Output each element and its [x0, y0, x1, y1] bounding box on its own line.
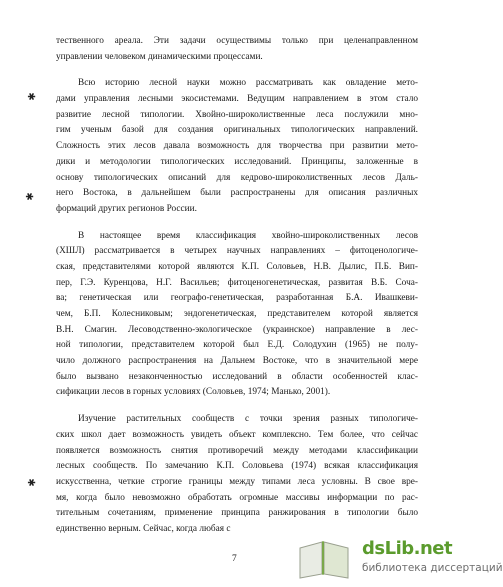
text-line: лесных сообществ. По замечанию К.П. Соловьева (1974) всякая классификация — [56, 461, 418, 472]
text-line: ной типологии, представителем которой был Е.Д. Солодухин (1965) не полу- — [56, 340, 418, 351]
text-line: было вызвано незаконченностью исследований в области особенностей клас- — [56, 371, 418, 382]
text-line: (ХШЛ) рассматривается в четырех научных направлениях – фитоценологиче- — [56, 246, 418, 257]
text-line: Сложность этих лесов давала возможность для творчества при развитии мето- — [56, 141, 418, 152]
text-line: ва; генетическая или географо-генетическая, разработанная Б.А. Ивашкеви- — [56, 293, 418, 304]
text-line: Изучение растительных сообществ с точки зрения разных типологиче- — [78, 414, 418, 425]
body-text — [56, 34, 418, 538]
text-line: развитие лесной типологии. Хвойно-широколиственные леса послужили мно- — [56, 109, 418, 120]
paragraph-gap — [56, 65, 418, 76]
text-line: В.Н. Смагин. Лесоводственно-экологическое (украинское) направление в лес- — [56, 324, 418, 335]
margin-mark-icon: ✱ — [25, 90, 39, 105]
text-line: формаций других регионов России. — [56, 203, 197, 214]
text-line: сификации лесов в горных условиях (Соловьев, 1974; Манько, 2001). — [56, 387, 331, 398]
text-line: появляется возможность снятия противоречий между методами классификации — [56, 445, 418, 456]
book-logo-icon — [292, 534, 358, 582]
text-line: основу типологических описаний для кедрово-широколиственных лесов Даль- — [56, 172, 418, 183]
text-line: дами управления лесными экосистемами. Ведущим направлением в этом стало — [56, 94, 418, 105]
text-line: тительным сочетаниям, применение принципа ранжирования в типологии было — [56, 508, 418, 519]
text-line: дики и методологии типологических исследований. Принципы, заложенные в — [56, 156, 418, 167]
paragraph-gap — [56, 218, 418, 229]
text-line: искусственна, четкие строгие границы между типами леса условны. В свое вре- — [56, 476, 418, 487]
text-line: гим ученым базой для создания оригинальных типологических направлений. — [56, 125, 418, 136]
text-line: чило должного распространения на Дальнем Востоке, что в значительной мере — [56, 356, 418, 367]
text-line: Всю историю лесной науки можно рассматривать как овладение мето- — [78, 78, 418, 89]
watermark-brand: dsLib.net — [362, 538, 453, 559]
text-line: ская, представителями которой являются К.П. Соловьев, Н.В. Дылис, П.Б. Вип- — [56, 261, 418, 272]
text-line: управлении человеком динамическими процессами. — [56, 51, 263, 62]
text-line: ских школ дает возможность увидеть объект комплексно. Тем более, что сейчас — [56, 429, 418, 440]
page-number: 7 — [232, 554, 237, 564]
text-line: чем, Б.П. Колесниковым; эндогенетическая, представителем которой является — [56, 309, 418, 319]
margin-mark-icon: ✱ — [25, 476, 39, 491]
text-line: В настоящее время классификация хвойно-широколиственных лесов — [78, 230, 418, 241]
text-line: мя, когда было невозможно обработать огромные массивы информации по рас- — [56, 492, 418, 503]
margin-mark-icon: ✱ — [23, 190, 37, 205]
text-line: тественного ареала. Эти задачи осуществимы только при целенаправленном — [56, 36, 418, 46]
watermark-subtitle: библиотека диссертаций — [362, 562, 503, 574]
text-line: пер, Г.Э. Куренцова, Н.Г. Васильев; фитоценогенетическая, развитая В.Б. Соча- — [56, 277, 418, 288]
text-line: единственно верным. Сейчас, когда любая с — [56, 523, 231, 534]
watermark-logo — [292, 534, 503, 582]
text-line: него Востока, в дальнейшем были распространены для описания различных — [56, 188, 418, 199]
paragraph-gap — [56, 401, 418, 412]
